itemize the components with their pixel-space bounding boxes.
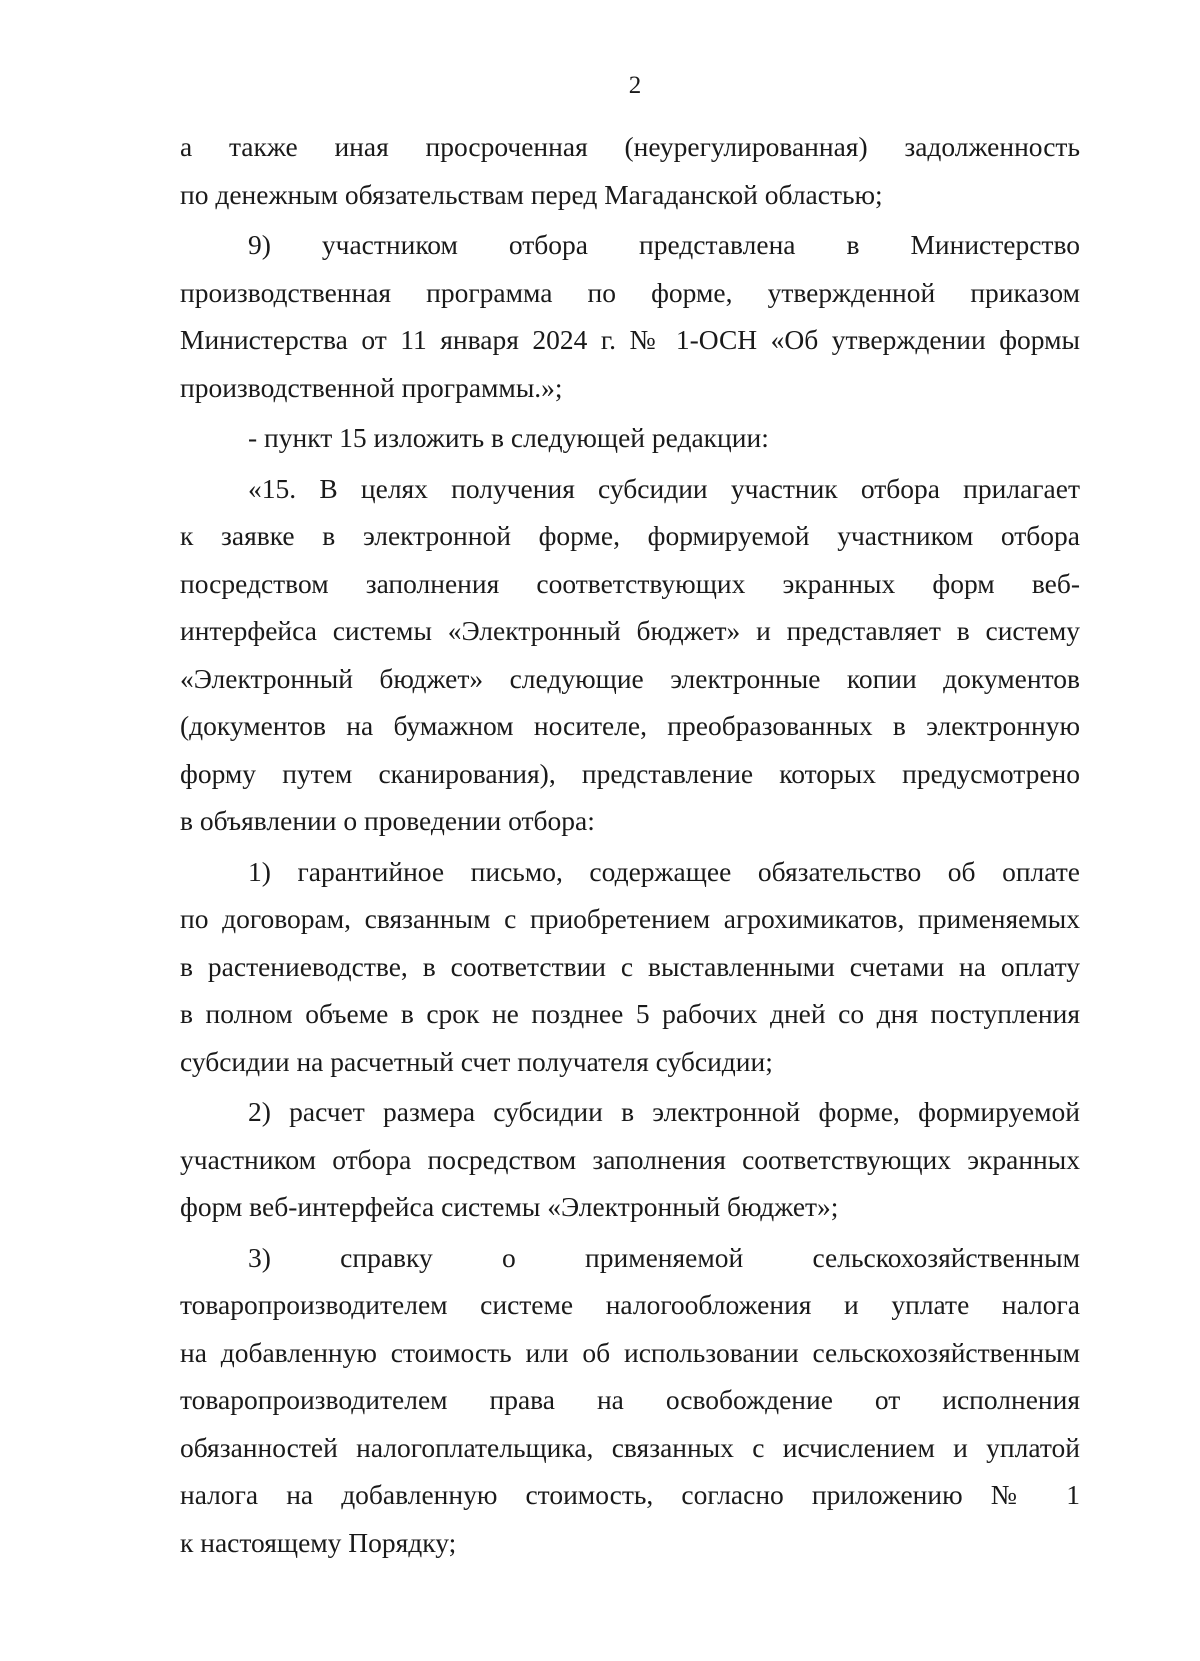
text-line: по договорам, связанным с приобретением агрохимикатов, применяемых (180, 903, 1080, 934)
text-line: в объявлении о проведении отбора: (180, 805, 595, 836)
text-line: 3) справку о применяемой сельскохозяйственным (248, 1241, 1080, 1273)
text-line: субсидии на расчетный счет получателя субсидии; (180, 1045, 773, 1077)
paragraph (180, 465, 1080, 845)
paragraph (180, 1234, 1080, 1567)
text-line: - пункт 15 изложить в следующей редакции: (248, 422, 769, 453)
page-number: 2 (628, 72, 642, 99)
text-line: налога на добавленную стоимость, согласно приложению № 1 (180, 1479, 1080, 1510)
paragraph (180, 848, 1080, 1086)
paragraph (180, 414, 1080, 462)
text-line: форму путем сканирования), представление которых предусмотрено (180, 757, 1080, 789)
paragraph (180, 1088, 1080, 1231)
text-line: а также иная просроченная (неурегулированная) задолженность (180, 131, 1080, 162)
text-line: 2) расчет размера субсидии в электронной форме, формируемой (248, 1096, 1080, 1127)
text-line: на добавленную стоимость или об использовании сельскохозяйственным (180, 1336, 1080, 1368)
text-line: к настоящему Порядку; (180, 1526, 457, 1558)
text-line: в полном объеме в срок не позднее 5 рабочих дней со дня поступления (180, 998, 1080, 1029)
document-body (180, 123, 1080, 1566)
text-line: по денежным обязательствам перед Магаданской областью; (180, 178, 883, 210)
text-line: «15. В целях получения субсидии участник отбора прилагает (248, 472, 1080, 504)
text-line: производственной программы.»; (180, 371, 563, 403)
paragraph (180, 221, 1080, 411)
text-line: «Электронный бюджет» следующие электронные копии документов (180, 662, 1080, 694)
text-line: 9) участником отбора представлена в Министерство (248, 229, 1080, 260)
text-line: товаропроизводителем системе налогообложения и уплате налога (180, 1289, 1080, 1320)
text-line: в растениеводстве, в соответствии с выставленными счетами на оплату (180, 950, 1080, 982)
text-line: товаропроизводителем права на освобождение от исполнения (180, 1384, 1080, 1415)
text-line: участником отбора посредством заполнения соответствующих экранных (180, 1143, 1080, 1175)
text-line: форм веб-интерфейса системы «Электронный бюджет»; (180, 1191, 839, 1222)
text-line: (документов на бумажном носителе, преобразованных в электронную (180, 710, 1080, 741)
text-line: обязанностей налогоплательщика, связанных с исчислением и уплатой (180, 1431, 1080, 1463)
text-line: Министерства от 11 января 2024 г. № 1-ОСН «Об утверждении формы (180, 324, 1080, 355)
paragraph (180, 123, 1080, 218)
text-line: производственная программа по форме, утвержденной приказом (180, 276, 1080, 308)
text-line: к заявке в электронной форме, формируемой участником отбора (180, 520, 1080, 551)
text-line: посредством заполнения соответствующих экранных форм веб- (180, 567, 1080, 599)
text-line: 1) гарантийное письмо, содержащее обязательство об оплате (248, 855, 1080, 887)
text-line: интерфейса системы «Электронный бюджет» и представляет в систему (180, 615, 1080, 646)
